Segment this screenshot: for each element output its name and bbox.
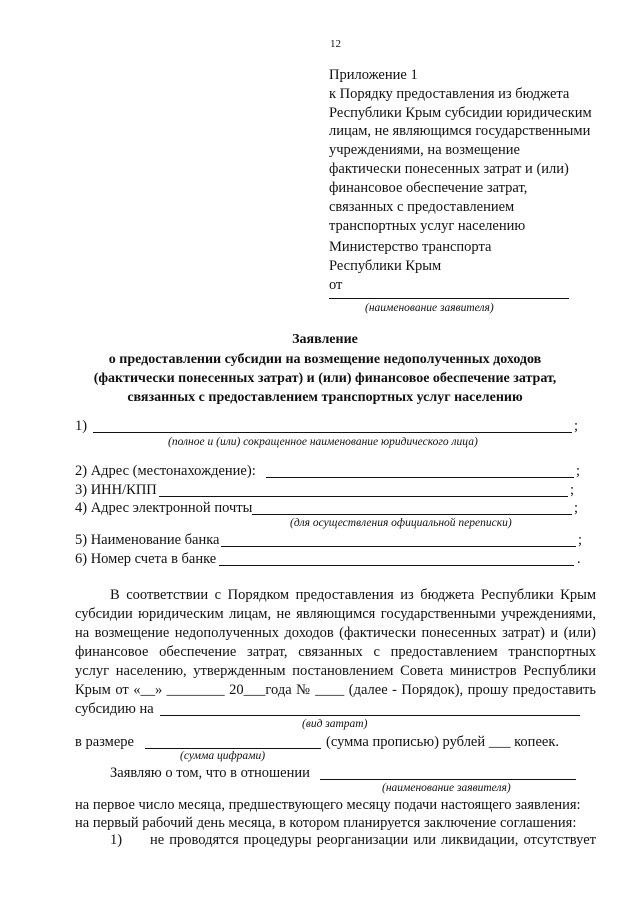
bank-name-line[interactable] [221, 546, 576, 547]
amount-hint: (сумма цифрами) [180, 750, 266, 762]
addressee-line: от [329, 277, 343, 293]
paragraph-line-date: Крым от «__» ________ 20___года № ____ (далее - Порядок), прошу предоставить [75, 682, 596, 698]
kind-hint: (вид затрат) [302, 718, 368, 730]
addressee-line: Министерство транспорта [329, 239, 492, 255]
annex-line: Республики Крым субсидии юридическим [329, 105, 592, 121]
field-3-end: ; [570, 482, 575, 498]
field-1-hint: (полное и (или) сокращенное наименование юридического лица) [168, 436, 478, 448]
account-number-line[interactable] [219, 565, 574, 566]
declare-applicant-line[interactable] [320, 779, 576, 780]
legal-entity-name-line[interactable] [93, 432, 572, 433]
field-2-end: ; [576, 463, 581, 479]
paragraph-line: В соответствии с Порядком предоставления из бюджета Республики Крым [110, 587, 596, 603]
field-6-label: 6) Номер счета в банке [75, 551, 217, 567]
paragraph-line: услуг населению, утвержденным постановлением Совета министров Республики [75, 663, 596, 679]
annex-line: фактически понесенных затрат и (или) [329, 161, 569, 177]
list-item-text: не проводятся процедуры реорганизации или ликвидации, отсутствует [150, 832, 596, 848]
field-4-hint: (для осуществления официальной переписки) [290, 517, 512, 529]
subsidy-for-label: субсидию на [75, 701, 154, 717]
annex-line: лицам, не являющимся государственными [329, 123, 591, 139]
annex-line: транспортных услуг населению [329, 218, 526, 234]
applicant-hint: (наименование заявителя) [365, 302, 494, 314]
expense-kind-line[interactable] [160, 715, 580, 716]
condition-line: на первый рабочий день месяца, в котором планируется заключение соглашения: [75, 815, 577, 831]
addressee-line: Республики Крым [329, 258, 442, 274]
annex-line: Приложение 1 [329, 67, 418, 83]
annex-line: учреждениями, на возмещение [329, 142, 520, 158]
condition-line: на первое число месяца, предшествующего месяцу подачи настоящего заявления: [75, 797, 581, 813]
page-number: 12 [330, 38, 341, 50]
field-4-label: 4) Адрес электронной почты [75, 500, 253, 516]
field-3-label: 3) ИНН/КПП [75, 482, 157, 498]
applicant-name-line[interactable] [329, 298, 569, 299]
list-item-number: 1) [110, 832, 123, 848]
paragraph-line: финансовое обеспечение затрат, связанных с предоставлением транспортных [75, 644, 596, 660]
address-line[interactable] [266, 477, 574, 478]
amount-text: (сумма прописью) рублей ___ копеек. [326, 734, 559, 750]
document-title-line: (фактически понесенных затрат) и (или) финансовое обеспечение затрат, [93, 371, 557, 386]
paragraph-line: субсидии юридическим лицам, не являющимся государственными учреждениями, [75, 606, 596, 622]
declare-hint: (наименование заявителя) [382, 782, 511, 794]
document-title-line: о предоставлении субсидии на возмещение недополученных доходов [108, 352, 542, 367]
document-title-line: связанных с предоставлением транспортных услуг населению [127, 390, 523, 405]
field-4-end: ; [574, 500, 579, 516]
amount-digits-line[interactable] [145, 748, 321, 749]
paragraph-line: на возмещение недополученных доходов (фактически понесенных затрат) и (или) [75, 625, 596, 641]
declare-text: Заявляю о том, что в отношении [110, 765, 310, 781]
field-1-end: ; [574, 418, 579, 434]
field-5-label: 5) Наименование банка [75, 532, 220, 548]
email-line[interactable] [252, 514, 572, 515]
inn-kpp-line[interactable] [159, 496, 568, 497]
document-heading: Заявление [292, 332, 358, 347]
field-1-label: 1) [75, 418, 88, 434]
annex-line: к Порядку предоставления из бюджета [329, 86, 570, 102]
field-5-end: ; [578, 532, 583, 548]
field-2-label: 2) Адрес (местонахождение): [75, 463, 256, 479]
annex-line: финансовое обеспечение затрат, [329, 180, 528, 196]
amount-label: в размере [75, 734, 134, 750]
field-6-end: . [577, 551, 581, 567]
annex-line: связанных с предоставлением [329, 199, 515, 215]
